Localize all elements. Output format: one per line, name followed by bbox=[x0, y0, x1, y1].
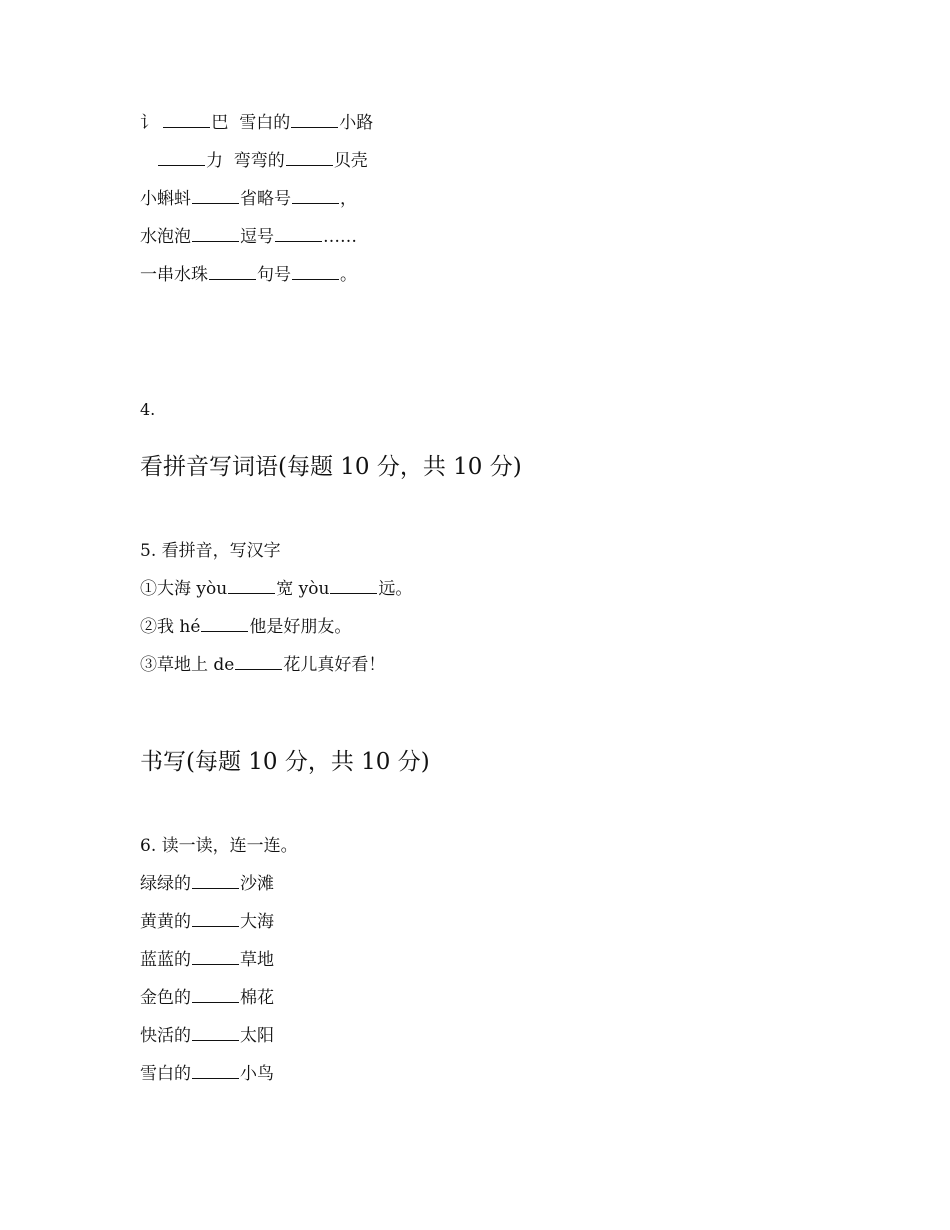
q5-row-2-suffix: 他是好朋友。 bbox=[249, 617, 352, 637]
q6-row-2 bbox=[140, 911, 274, 933]
q6-row-5-left: 快活的 bbox=[140, 1026, 191, 1046]
question-4-number: 4. bbox=[140, 400, 156, 419]
answer-blank[interactable] bbox=[286, 150, 333, 166]
answer-blank[interactable] bbox=[275, 226, 322, 242]
q6-row-1 bbox=[140, 873, 274, 895]
answer-blank[interactable] bbox=[291, 112, 338, 128]
answer-blank[interactable] bbox=[192, 949, 239, 965]
q6-row-2-left: 黄黄的 bbox=[140, 912, 191, 932]
q5-row-2 bbox=[140, 616, 351, 638]
answer-blank[interactable] bbox=[292, 188, 339, 204]
q6-row-4-right: 棉花 bbox=[240, 988, 274, 1008]
q3-row-4-suffix: …… bbox=[323, 227, 357, 247]
q3-row-1 bbox=[140, 112, 373, 134]
answer-blank[interactable] bbox=[192, 188, 239, 204]
q3-row-1-middle: 巴 雪白的 bbox=[211, 113, 291, 133]
question-6-title: 6. 读一读，连一连。 bbox=[140, 836, 298, 856]
q3-row-3-suffix: ， bbox=[340, 189, 357, 209]
q6-row-5-right: 太阳 bbox=[240, 1026, 274, 1046]
q3-row-4 bbox=[140, 226, 357, 248]
answer-blank[interactable] bbox=[292, 264, 339, 280]
q6-row-3-right: 草地 bbox=[240, 950, 274, 970]
q3-row-1-suffix: 小路 bbox=[339, 113, 374, 133]
answer-blank[interactable] bbox=[192, 911, 239, 927]
q3-row-5-prefix: 一串水珠 bbox=[140, 265, 208, 285]
q6-row-2-right: 大海 bbox=[240, 912, 274, 932]
q6-row-1-left: 绿绿的 bbox=[140, 874, 191, 894]
q6-row-6-left: 雪白的 bbox=[140, 1064, 191, 1084]
q6-row-3 bbox=[140, 949, 274, 971]
q3-row-3-middle: 省略号 bbox=[240, 189, 291, 209]
question-5-title: 5. 看拼音，写汉字 bbox=[140, 541, 281, 561]
q3-row-5-middle: 句号 bbox=[257, 265, 291, 285]
answer-blank[interactable] bbox=[201, 616, 248, 632]
q3-row-2 bbox=[140, 150, 368, 172]
q3-row-3-prefix: 小蝌蚪 bbox=[140, 189, 191, 209]
q6-row-6-right: 小鸟 bbox=[240, 1064, 274, 1084]
q3-row-5 bbox=[140, 264, 357, 286]
answer-blank[interactable] bbox=[330, 578, 377, 594]
q5-row-1 bbox=[140, 578, 412, 600]
answer-blank[interactable] bbox=[163, 112, 210, 128]
q5-row-1-suffix: 远。 bbox=[378, 579, 413, 599]
answer-blank[interactable] bbox=[192, 987, 239, 1003]
q5-row-3 bbox=[140, 654, 385, 676]
answer-blank[interactable] bbox=[209, 264, 256, 280]
answer-blank[interactable] bbox=[192, 1063, 239, 1079]
q3-row-4-prefix: 水泡泡 bbox=[140, 227, 191, 247]
q5-row-1-prefix: ①大海 yòu bbox=[140, 579, 228, 599]
answer-blank[interactable] bbox=[228, 578, 275, 594]
answer-blank[interactable] bbox=[192, 1025, 239, 1041]
q3-row-1-prefix: 讠 bbox=[140, 113, 157, 133]
q3-row-4-middle: 逗号 bbox=[240, 227, 274, 247]
q6-row-6 bbox=[140, 1063, 274, 1085]
q3-row-3 bbox=[140, 188, 357, 210]
q5-row-3-suffix: 花儿真好看！ bbox=[283, 655, 386, 675]
q5-row-3-prefix: ③草地上 de bbox=[140, 655, 235, 675]
answer-blank[interactable] bbox=[235, 654, 282, 670]
answer-blank[interactable] bbox=[192, 226, 239, 242]
answer-blank[interactable] bbox=[158, 150, 205, 166]
q6-row-4-left: 金色的 bbox=[140, 988, 191, 1008]
q6-row-3-left: 蓝蓝的 bbox=[140, 950, 191, 970]
q5-row-1-middle: 宽 yòu bbox=[276, 579, 330, 599]
section-heading-writing: 书写(每题 10 分，共 10 分) bbox=[140, 749, 430, 775]
q6-row-4 bbox=[140, 987, 274, 1009]
q5-row-2-prefix: ②我 hé bbox=[140, 617, 201, 637]
answer-blank[interactable] bbox=[192, 873, 239, 889]
q3-row-5-suffix: 。 bbox=[340, 265, 357, 285]
q3-row-2-suffix: 贝壳 bbox=[333, 151, 368, 171]
q6-row-1-right: 沙滩 bbox=[240, 874, 274, 894]
q3-row-2-middle: 力 弯弯的 bbox=[206, 151, 285, 171]
q6-row-5 bbox=[140, 1025, 274, 1047]
section-heading-pinyin: 看拼音写词语(每题 10 分，共 10 分) bbox=[140, 454, 522, 480]
